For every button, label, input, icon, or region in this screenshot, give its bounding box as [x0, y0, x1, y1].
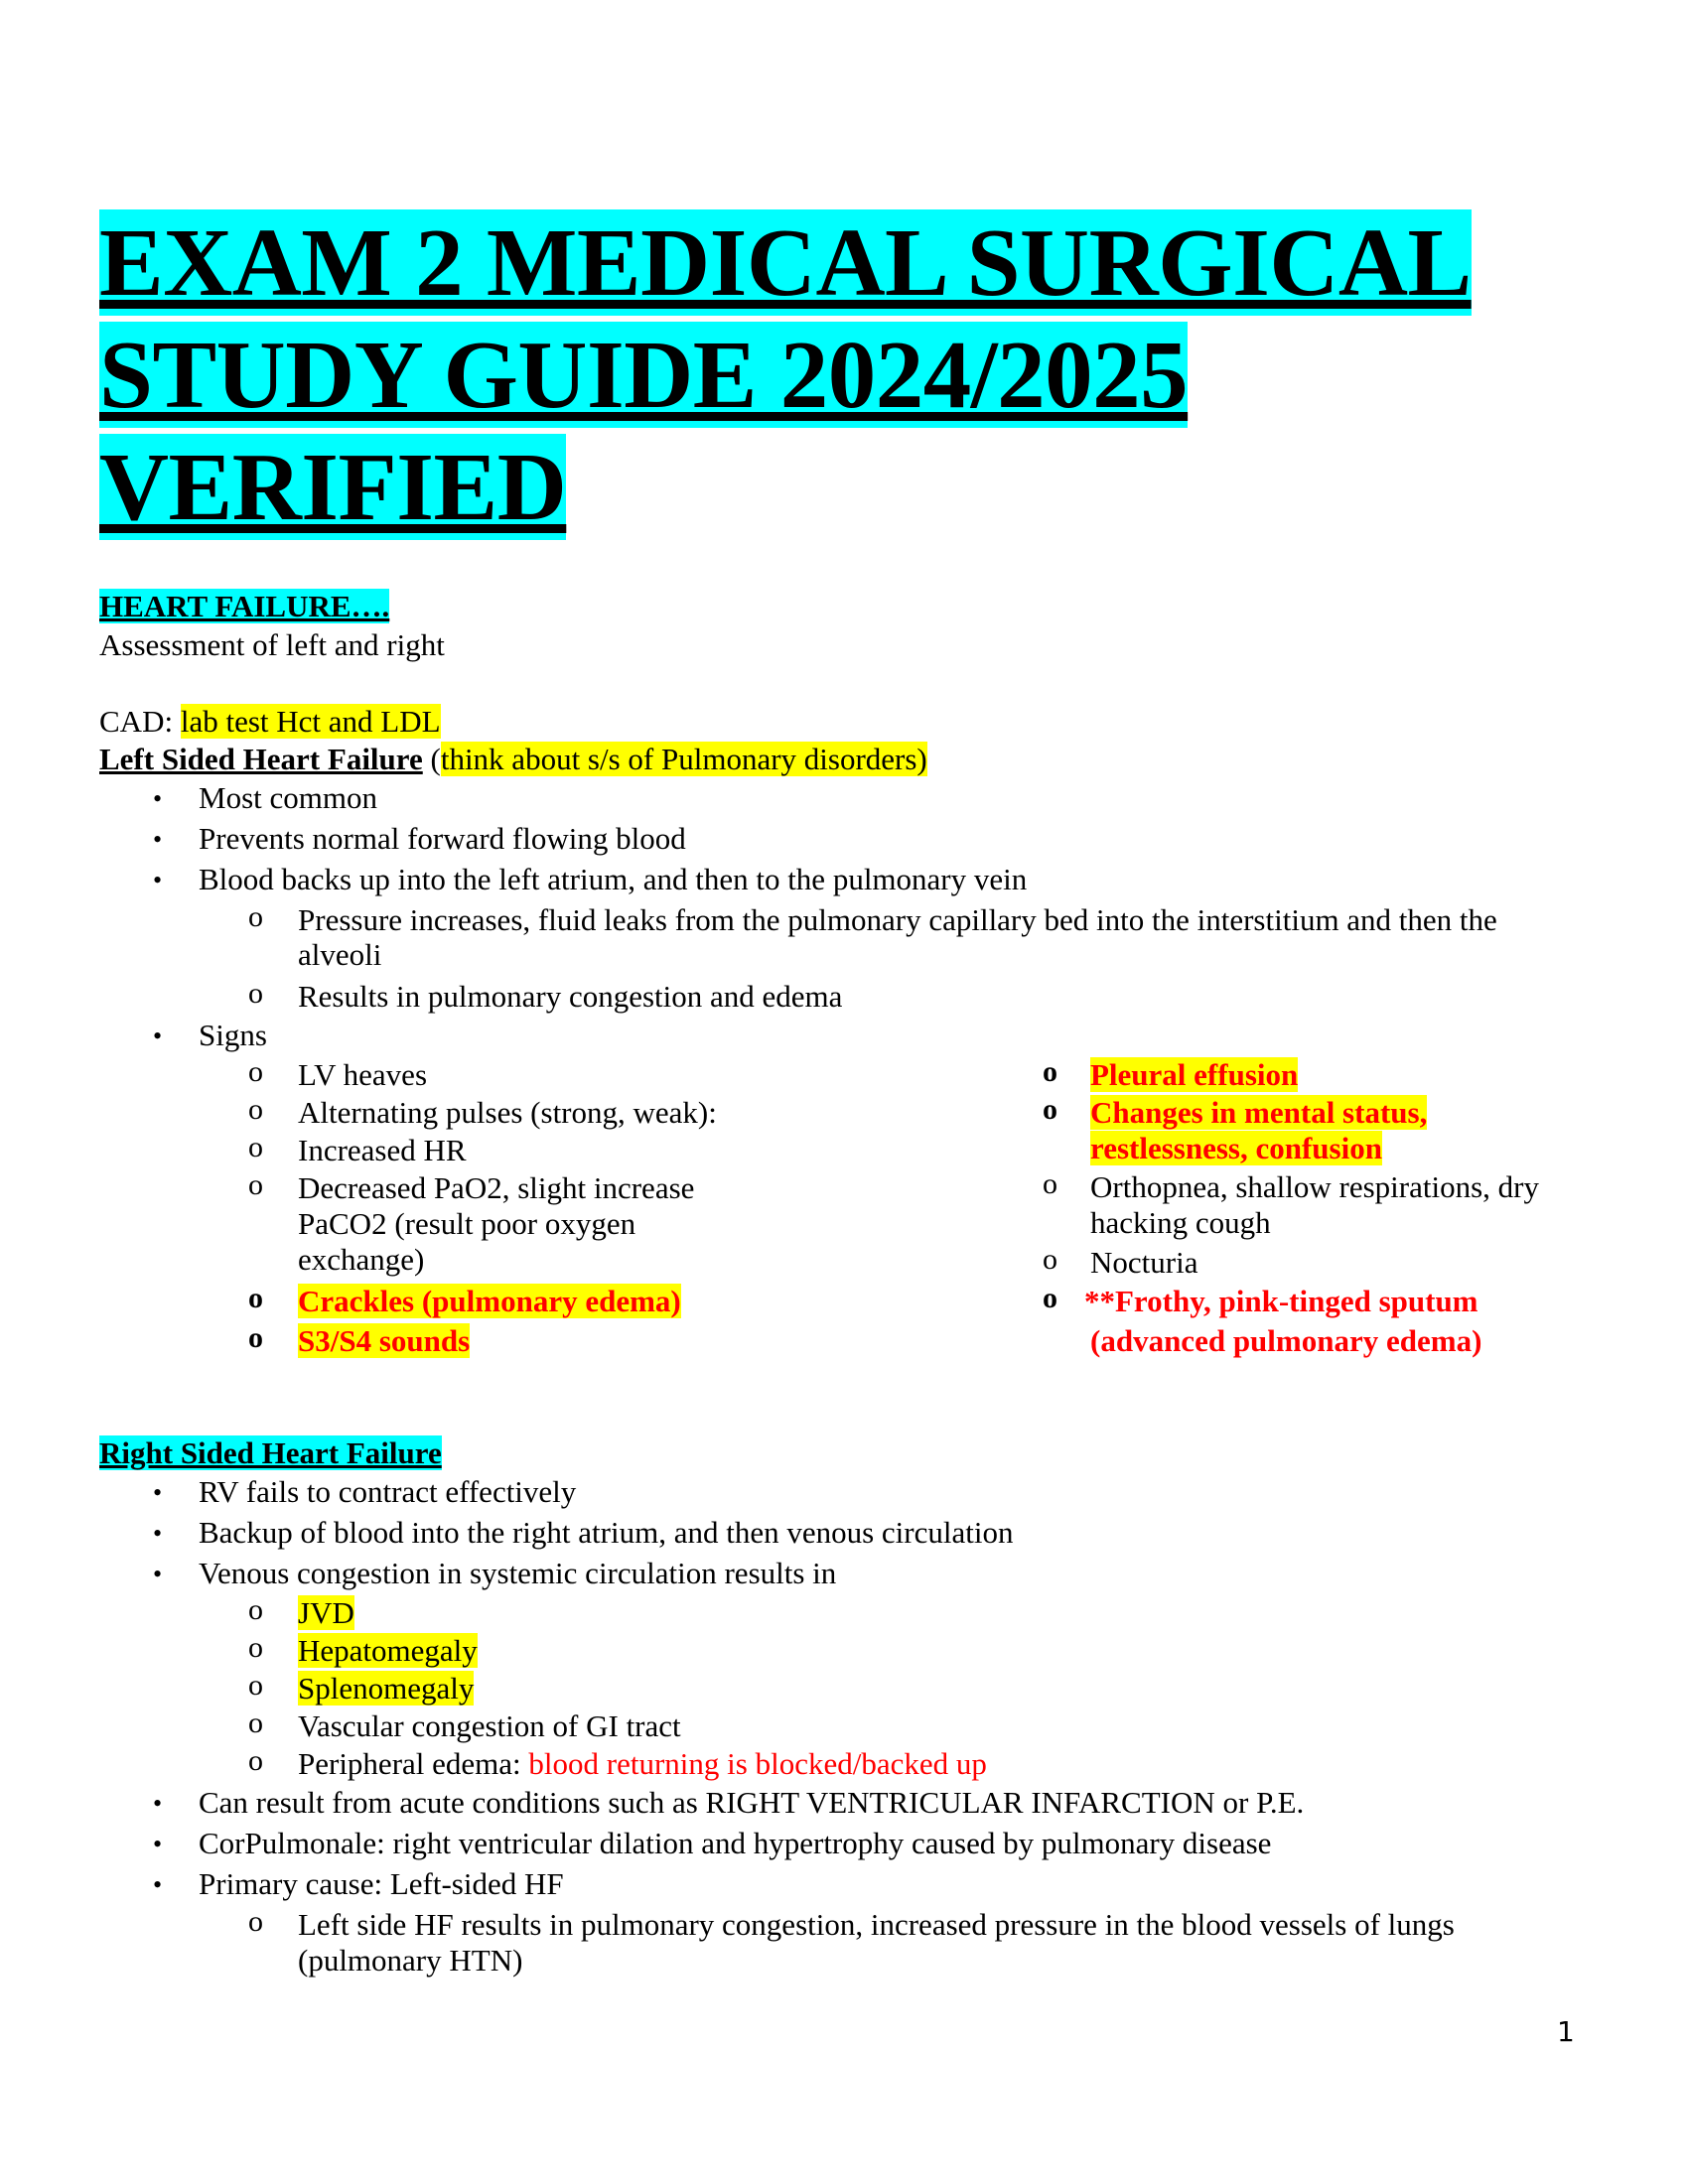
left-hf-bullet: Most common — [199, 780, 377, 815]
circle-bullet-icon: o — [1043, 1243, 1057, 1276]
right-hf-bullet: Venous congestion in systemic circulation results in — [199, 1556, 837, 1590]
cad-line: CAD: lab test Hct and LDL — [99, 704, 441, 739]
circle-bullet-icon: o — [248, 1706, 263, 1739]
right-hf-sub-bullet: Splenomegaly — [298, 1671, 475, 1706]
circle-bullet-icon: o — [248, 977, 263, 1010]
right-hf-cause-sub: Left side HF results in pulmonary congestion, increased pressure in the blood vessels of lungs — [298, 1907, 1455, 1942]
circle-bullet-icon: o — [1043, 1282, 1057, 1314]
circle-bullet-icon: o — [248, 1593, 263, 1626]
right-hf-sub-bullet: Vascular congestion of GI tract — [298, 1708, 681, 1743]
sign-item: LV heaves — [298, 1057, 428, 1092]
circle-bullet-icon: o — [248, 1131, 263, 1163]
bullet-icon: • — [153, 1830, 163, 1858]
circle-bullet-icon: o — [248, 1282, 263, 1314]
circle-bullet-icon: o — [248, 1168, 263, 1201]
sign-item-critical: S3/S4 sounds — [298, 1323, 471, 1358]
sign-item: Decreased PaO2, slight increase — [298, 1170, 695, 1205]
sign-item-critical-cont: (advanced pulmonary edema) — [1090, 1323, 1482, 1358]
title-line-2: STUDY GUIDE 2024/2025 — [99, 322, 1189, 428]
sign-item-critical: Pleural effusion — [1090, 1057, 1299, 1092]
bullet-icon: • — [153, 825, 163, 854]
circle-bullet-icon: o — [1043, 1093, 1057, 1126]
bullet-icon: • — [153, 866, 163, 894]
bullet-icon: • — [153, 1789, 163, 1818]
right-hf-bullet: Primary cause: Left-sided HF — [199, 1866, 564, 1901]
circle-bullet-icon: o — [248, 1669, 263, 1702]
sign-item-cont: hacking cough — [1090, 1205, 1271, 1240]
page-number: 1 — [1557, 2015, 1575, 2048]
circle-bullet-icon: o — [248, 1744, 263, 1777]
sign-item-critical: Crackles (pulmonary edema) — [298, 1284, 681, 1318]
sign-item: Increased HR — [298, 1133, 467, 1167]
heart-failure-heading: HEART FAILURE…. — [99, 589, 390, 623]
circle-bullet-icon: o — [248, 1055, 263, 1088]
sign-item-critical: Changes in mental status, — [1090, 1095, 1428, 1130]
assessment-subtitle: Assessment of left and right — [99, 627, 445, 662]
right-hf-bullet: RV fails to contract effectively — [199, 1474, 577, 1509]
left-hf-sub-bullet: Pressure increases, fluid leaks from the pulmonary capillary bed into the interstitium and then the — [298, 902, 1497, 937]
left-hf-bullet: Blood backs up into the left atrium, and then to the pulmonary vein — [199, 862, 1028, 896]
left-hf-bullet: Prevents normal forward flowing blood — [199, 821, 686, 856]
left-hf-heading: Left Sided Heart Failure — [99, 742, 423, 776]
circle-bullet-icon: o — [1043, 1055, 1057, 1088]
bullet-icon: • — [153, 1560, 163, 1588]
left-hf-sub-bullet-cont: alveoli — [298, 937, 382, 972]
circle-bullet-icon: o — [248, 1905, 263, 1938]
right-hf-sub-bullet: JVD — [298, 1595, 354, 1630]
right-hf-bullet: CorPulmonale: right ventricular dilation and hypertrophy caused by pulmonary disease — [199, 1826, 1272, 1860]
bullet-icon: • — [153, 784, 163, 813]
right-hf-bullet: Backup of blood into the right atrium, and then venous circulation — [199, 1515, 1014, 1550]
circle-bullet-icon: o — [248, 1631, 263, 1664]
sign-item: Alternating pulses (strong, weak): — [298, 1095, 717, 1130]
sign-item-critical: **Frothy, pink-tinged sputum — [1084, 1284, 1478, 1318]
left-hf-heading-line: Left Sided Heart Failure (think about s/s of Pulmonary disorders) — [99, 742, 927, 776]
left-hf-sub-bullet: Results in pulmonary congestion and edema — [298, 979, 843, 1014]
right-hf-bullet: Can result from acute conditions such as RIGHT VENTRICULAR INFARCTION or P.E. — [199, 1785, 1305, 1820]
circle-bullet-icon: o — [248, 900, 263, 933]
right-hf-sub-bullet: Hepatomegaly — [298, 1633, 478, 1668]
bullet-icon: • — [153, 1022, 163, 1050]
sign-item-cont: PaCO2 (result poor oxygen — [298, 1206, 636, 1241]
sign-item-critical-cont: restlessness, confusion — [1090, 1131, 1382, 1165]
right-hf-cause-sub-cont: (pulmonary HTN) — [298, 1943, 523, 1978]
peripheral-edema-item: Peripheral edema: blood returning is blocked/backed up — [298, 1746, 987, 1781]
title-line-1: EXAM 2 MEDICAL SURGICAL — [99, 209, 1472, 316]
sign-item: Nocturia — [1090, 1245, 1198, 1280]
right-hf-heading: Right Sided Heart Failure — [99, 1435, 442, 1470]
sign-item-cont: exchange) — [298, 1242, 425, 1277]
bullet-icon: • — [153, 1478, 163, 1507]
bullet-icon: • — [153, 1870, 163, 1899]
bullet-icon: • — [153, 1519, 163, 1548]
circle-bullet-icon: o — [248, 1321, 263, 1354]
title-line-3: VERIFIED — [99, 434, 567, 540]
signs-label: Signs — [199, 1018, 267, 1052]
circle-bullet-icon: o — [248, 1093, 263, 1126]
sign-item: Orthopnea, shallow respirations, dry — [1090, 1169, 1539, 1204]
circle-bullet-icon: o — [1043, 1167, 1057, 1200]
